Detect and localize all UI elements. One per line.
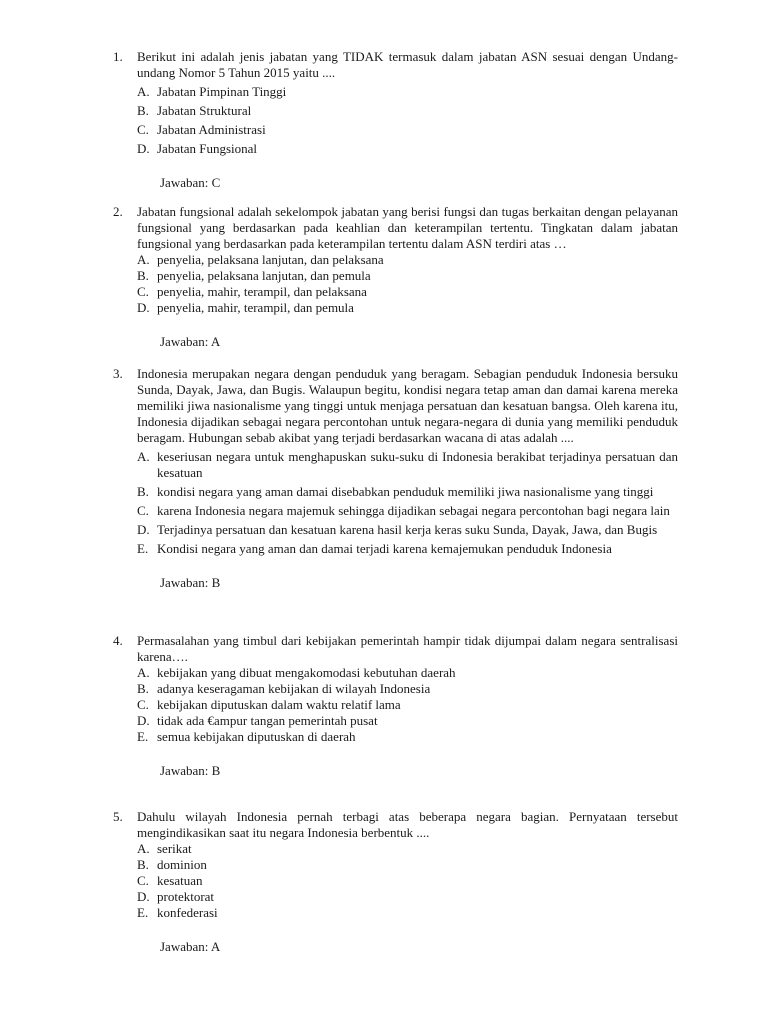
question-number: 2.	[113, 204, 123, 219]
option-a: A. Jabatan Pimpinan Tinggi	[137, 84, 287, 99]
question-1	[113, 49, 678, 191]
options-list	[113, 665, 678, 745]
option-c: C. karena Indonesia negara majemuk sehingga dijadikan sebagai negara percontohan bagi negara lain	[137, 503, 670, 518]
options-list	[113, 252, 678, 316]
question-4	[113, 633, 678, 779]
option-d: D. Jabatan Fungsional	[137, 141, 258, 156]
question-number: 4.	[113, 633, 123, 648]
option-a: A. penyelia, pelaksana lanjutan, dan pelaksana	[137, 252, 384, 267]
option-d: D. tidak ada €ampur tangan pemerintah pusat	[137, 713, 378, 728]
answer-key: Jawaban: C	[160, 175, 221, 190]
option-e: E. konfederasi	[137, 905, 218, 920]
question-text: Indonesia merupakan negara dengan penduduk yang beragam. Sebagian penduduk Indonesia bersuku Sunda, Dayak, Jawa, dan Bugis. Walaupun begitu, kondisi negara tetap aman dan damai karena mereka memiliki jiwa nasionalisme yang tinggi untuk menjaga persatuan dan kesatuan bangsa. Oleh karena itu, Indonesia dijadikan sebagai negara percontohan untuk negara-negara di dunia yang memiliki penduduk beragam. Hubungan sebab akibat yang terjadi berdasarkan wacana di atas adalah ....	[137, 366, 678, 445]
option-d: D. Terjadinya persatuan dan kesatuan karena hasil kerja keras suku Sunda, Dayak, Jawa, dan Bugis	[137, 522, 658, 537]
option-c: C. Jabatan Administrasi	[137, 122, 266, 137]
question-2	[113, 204, 678, 350]
options-list	[113, 84, 678, 157]
option-b: B. Jabatan Struktural	[137, 103, 252, 118]
option-a: A. serikat	[137, 841, 192, 856]
options-list	[113, 841, 678, 921]
option-a: A. keseriusan negara untuk menghapuskan suku-suku di Indonesia berakibat terjadinya persatuan dan kesatuan	[137, 449, 678, 480]
question-text: Dahulu wilayah Indonesia pernah terbagi atas beberapa negara bagian. Pernyataan tersebut mengindikasikan saat itu negara Indonesia berbentuk ....	[137, 809, 678, 840]
option-d: D. penyelia, mahir, terampil, dan pemula	[137, 300, 354, 315]
answer-key: Jawaban: B	[160, 575, 221, 590]
option-b: B. adanya keseragaman kebijakan di wilayah Indonesia	[137, 681, 431, 696]
option-e: E. Kondisi negara yang aman dan damai terjadi karena kemajemukan penduduk Indonesia	[137, 541, 612, 556]
option-c: C. kebijakan diputuskan dalam waktu relatif lama	[137, 697, 401, 712]
option-a: A. kebijakan yang dibuat mengakomodasi kebutuhan daerah	[137, 665, 456, 680]
option-e: E. semua kebijakan diputuskan di daerah	[137, 729, 356, 744]
question-text: Berikut ini adalah jenis jabatan yang TIDAK termasuk dalam jabatan ASN sesuai dengan Undang-undang Nomor 5 Tahun 2015 yaitu ....	[137, 49, 678, 80]
answer-key: Jawaban: A	[160, 939, 221, 954]
question-text: Permasalahan yang timbul dari kebijakan pemerintah hampir tidak dijumpai dalam negara sentralisasi karena….	[137, 633, 678, 664]
options-list	[113, 449, 678, 557]
option-c: C. penyelia, mahir, terampil, dan pelaksana	[137, 284, 367, 299]
question-5	[113, 809, 678, 955]
answer-key: Jawaban: B	[160, 763, 221, 778]
option-d: D. protektorat	[137, 889, 215, 904]
option-c: C. kesatuan	[137, 873, 203, 888]
question-number: 1.	[113, 49, 123, 64]
question-number: 5.	[113, 809, 123, 824]
question-3	[113, 366, 678, 591]
question-number: 3.	[113, 366, 123, 381]
option-b: B. dominion	[137, 857, 207, 872]
option-b: B. penyelia, pelaksana lanjutan, dan pemula	[137, 268, 371, 283]
question-text: Jabatan fungsional adalah sekelompok jabatan yang berisi fungsi dan tugas berkaitan dengan pelayanan fungsional yang berdasarkan pada keahlian dan keterampilan tertentu. Tingkatan dalam jabatan fungsional yang berdasarkan pada keterampilan tertentu dalam ASN terdiri atas …	[137, 204, 678, 251]
answer-key: Jawaban: A	[160, 334, 221, 349]
option-b: B. kondisi negara yang aman damai disebabkan penduduk memiliki jiwa nasionalisme yang tinggi	[137, 484, 654, 499]
